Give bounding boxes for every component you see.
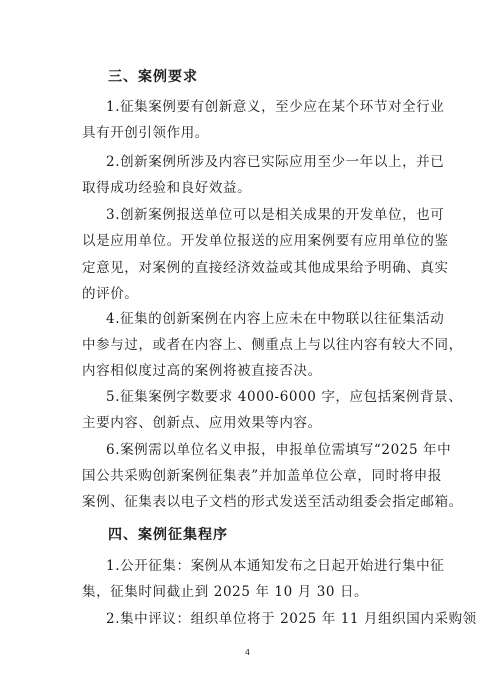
paragraph-line: 2.集中评议：组织单位将于 2025 年 11 月组织国内采购领 [106, 611, 477, 627]
paragraph-line: 集，征集时间截止到 2025 年 10 月 30 日。 [82, 584, 369, 600]
paragraph-line: 5.征集案例字数要求 4000-6000 字，应包括案例背景、 [106, 389, 463, 405]
paragraph-line: 取得成功经验和良好效益。 [82, 180, 252, 196]
paragraph-line: 案例、征集表以电子文档的形式发送至活动组委会指定邮箱。 [82, 494, 463, 510]
paragraph-line: 定意见，对案例的直接经济效益或其他成果给予明确、真实 [82, 260, 449, 276]
paragraph-line: 6.案例需以单位名义申报，申报单位需填写“2025 年中 [106, 442, 452, 458]
section-heading-requirements: 三、案例要求 [108, 69, 198, 85]
paragraph-line: 3.创新案例报送单位可以是相关成果的开发单位，也可 [106, 207, 445, 223]
paragraph-line: 中参与过，或者在内容上、侧重点上与以往内容有较大不同， [82, 337, 463, 353]
paragraph-line: 主要内容、创新点、应用效果等内容。 [82, 415, 322, 431]
paragraph-line: 1.征集案例要有创新意义，至少应在某个环节对全行业 [106, 99, 445, 115]
paragraph-line: 内容相似度过高的案例将被直接否决。 [82, 363, 322, 379]
paragraph-line: 2.创新案例所涉及内容已实际应用至少一年以上，并已 [106, 154, 445, 170]
section-heading-procedure: 四、案例征集程序 [108, 527, 228, 543]
paragraph-line: 的评价。 [82, 286, 139, 302]
paragraph-line: 以是应用单位。开发单位报送的应用案例要有应用单位的鉴 [82, 233, 449, 249]
paragraph-line: 国公共采购创新案例征集表”并加盖单位公章，同时将申报 [82, 468, 443, 484]
paragraph-line: 4.征集的创新案例在内容上应未在中物联以往征集活动 [106, 311, 445, 327]
page-number: 4 [244, 648, 251, 657]
paragraph-line: 具有开创引领作用。 [82, 125, 209, 141]
paragraph-line: 1.公开征集：案例从本通知发布之日起开始进行集中征 [106, 558, 445, 574]
